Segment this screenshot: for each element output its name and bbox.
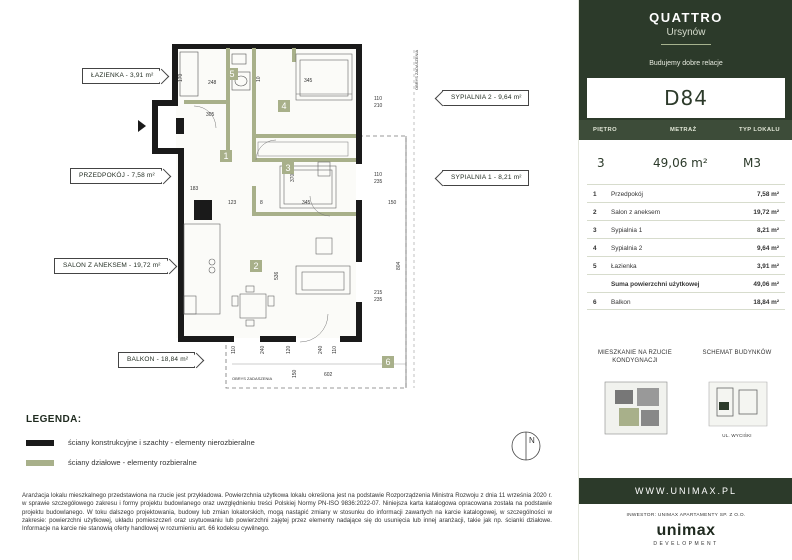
street-label: UL. WYCIŚKI [722,433,752,438]
dimension: 8 [260,200,263,206]
developer-logo-sub: DEVELOPMENT [653,541,719,547]
dimension: 536 [274,271,280,280]
dimension: 305 [206,112,215,118]
area-value: 49,06 m² [653,156,708,170]
floor-map-label: MIESZKANIE NA RZUCIE KONDYGNACJI [597,350,672,364]
legend-swatch [26,440,54,446]
dimension: 235 [374,179,383,185]
developer-logo: unimax [656,522,716,539]
dimension: 602 [324,372,333,378]
website-link[interactable]: WWW.UNIMAX.PL [579,478,792,504]
legend-swatch [26,460,54,466]
dimension: 110 [231,346,237,354]
area-header: METRAŻ [670,127,697,133]
disclaimer: Aranżacja lokalu mieszkalnego przedstawiona na rzucie jest przykładowa. Powierzchnia użytkowa lokalu określona jest na podstawie Rozporządzenia Ministra Rozwoju z dnia 11 września 2020 r. w sprawie szczegółowego zakresu i formy projektu budowlanego oraz uwzględnieniu treści Polskiej Normy PN-ISO 9836:2022-07. Niniejsza karta katalogowa opracowana została na podstawie projektu budowlanego. W toku dalszego projektowania, budowy lub zmian lokatorskich, mogą nastąpić zmiany w stosunku do informacji zawartych na karcie katalogowej, w szczególności w zakresie: powierzchni użytkowej, układu pomieszczeń oraz usytuowaniu lub powierzchni zajętej przez elementy nadające się do usunięcia lub innej aranżacji, takie jak np. ścianki działowe. Informacje na karcie nie stanowią oferty handlowej w rozumieniu art. 66 kodeksu cywilnego. [22,492,552,533]
dimension: 210 [374,103,383,109]
dimension: 10 [256,76,262,82]
legend-label: ściany konstrukcyjne i szachty - elementy nierozbieralne [68,438,255,447]
panel-header [579,0,792,120]
dimension: 110 [374,172,382,178]
bathroom-tag: ŁAZIENKA - 3,91 m² [82,68,160,84]
legend-title: LEGENDA: [26,414,82,425]
living-tag: SALON Z ANEKSEM - 19,72 m² [54,258,168,274]
stats-header [579,120,792,140]
stats-values [579,150,792,180]
dimension: 150 [292,369,298,378]
building-map [703,376,773,430]
floor-value: 3 [597,156,605,170]
dimension: 110 [332,346,338,354]
entrance-arrow [138,120,146,132]
room-row: 3 Sypialnia 1 8,21 m² [587,220,785,238]
room-number: 2 [253,261,259,271]
room-number: 4 [281,101,287,111]
type-value: M3 [743,156,761,170]
info-panel [578,0,792,560]
brand-name: QUATTRO [649,10,723,25]
investor-label: INWESTOR: UNIMAX APARTAMENTY SP. Z O.O. [626,513,746,518]
dimension: 215 [374,290,383,296]
floor-header: PIĘTRO [593,127,617,133]
room-row: 2 Salon z aneksem 19,72 m² [587,202,785,220]
dimension: 123 [228,200,237,206]
type-header: TYP LOKALU [739,127,780,133]
compass-icon [510,430,542,462]
dimension: 240 [260,345,266,354]
brand-location: Ursynów [666,27,706,38]
compass-label: N [529,436,535,445]
building-map-label: SCHEMAT BUDYNKÓW [702,350,772,356]
room-row: 1 Przedpokój 7,58 m² [587,184,785,202]
dimension: 345 [302,200,311,206]
roof-outline-note: OBRYS ZADASZENIA [232,376,273,381]
dimension: 804 [396,261,402,270]
bedroom1-tag: SYPIALNIA 1 - 8,21 m² [442,170,529,186]
dimension: 120 [286,345,292,354]
dimension: 110 [374,96,382,102]
dimension: 150 [388,200,397,206]
total-area-row: Suma powierzchni użytkowej 49,06 m² [587,274,785,292]
legend-label: ściany działowe - elementy rozbieralne [68,458,197,467]
room-number: 6 [385,357,391,367]
dimension: 345 [304,78,313,84]
room-row: 4 Sypialnia 2 9,64 m² [587,238,785,256]
floor-map [601,376,671,440]
room-number: 5 [229,69,235,79]
dimension: 248 [208,80,217,86]
hall-tag: PRZEDPOKÓJ - 7,58 m² [70,168,162,184]
room-number: 1 [223,151,229,161]
room-number: 3 [285,163,291,173]
unit-number: D84 [587,78,785,118]
roof-outline-note: OBRYS ZADASZENIA [414,49,419,90]
tagline: Budujemy dobre relacje [649,60,723,67]
room-row: 5 Łazienka 3,91 m² [587,256,785,274]
room-row: 6 Balkon 18,84 m² [587,292,785,310]
dimension: 370 [290,173,296,182]
divider [661,44,711,45]
bedroom2-tag: SYPIALNIA 2 - 9,64 m² [442,90,529,106]
dimension: 240 [318,345,324,354]
dimension: 170 [178,73,184,82]
balcony-tag: BALKON - 18,84 m² [118,352,195,368]
dimension: 183 [190,186,199,192]
dimension: 235 [374,297,383,303]
